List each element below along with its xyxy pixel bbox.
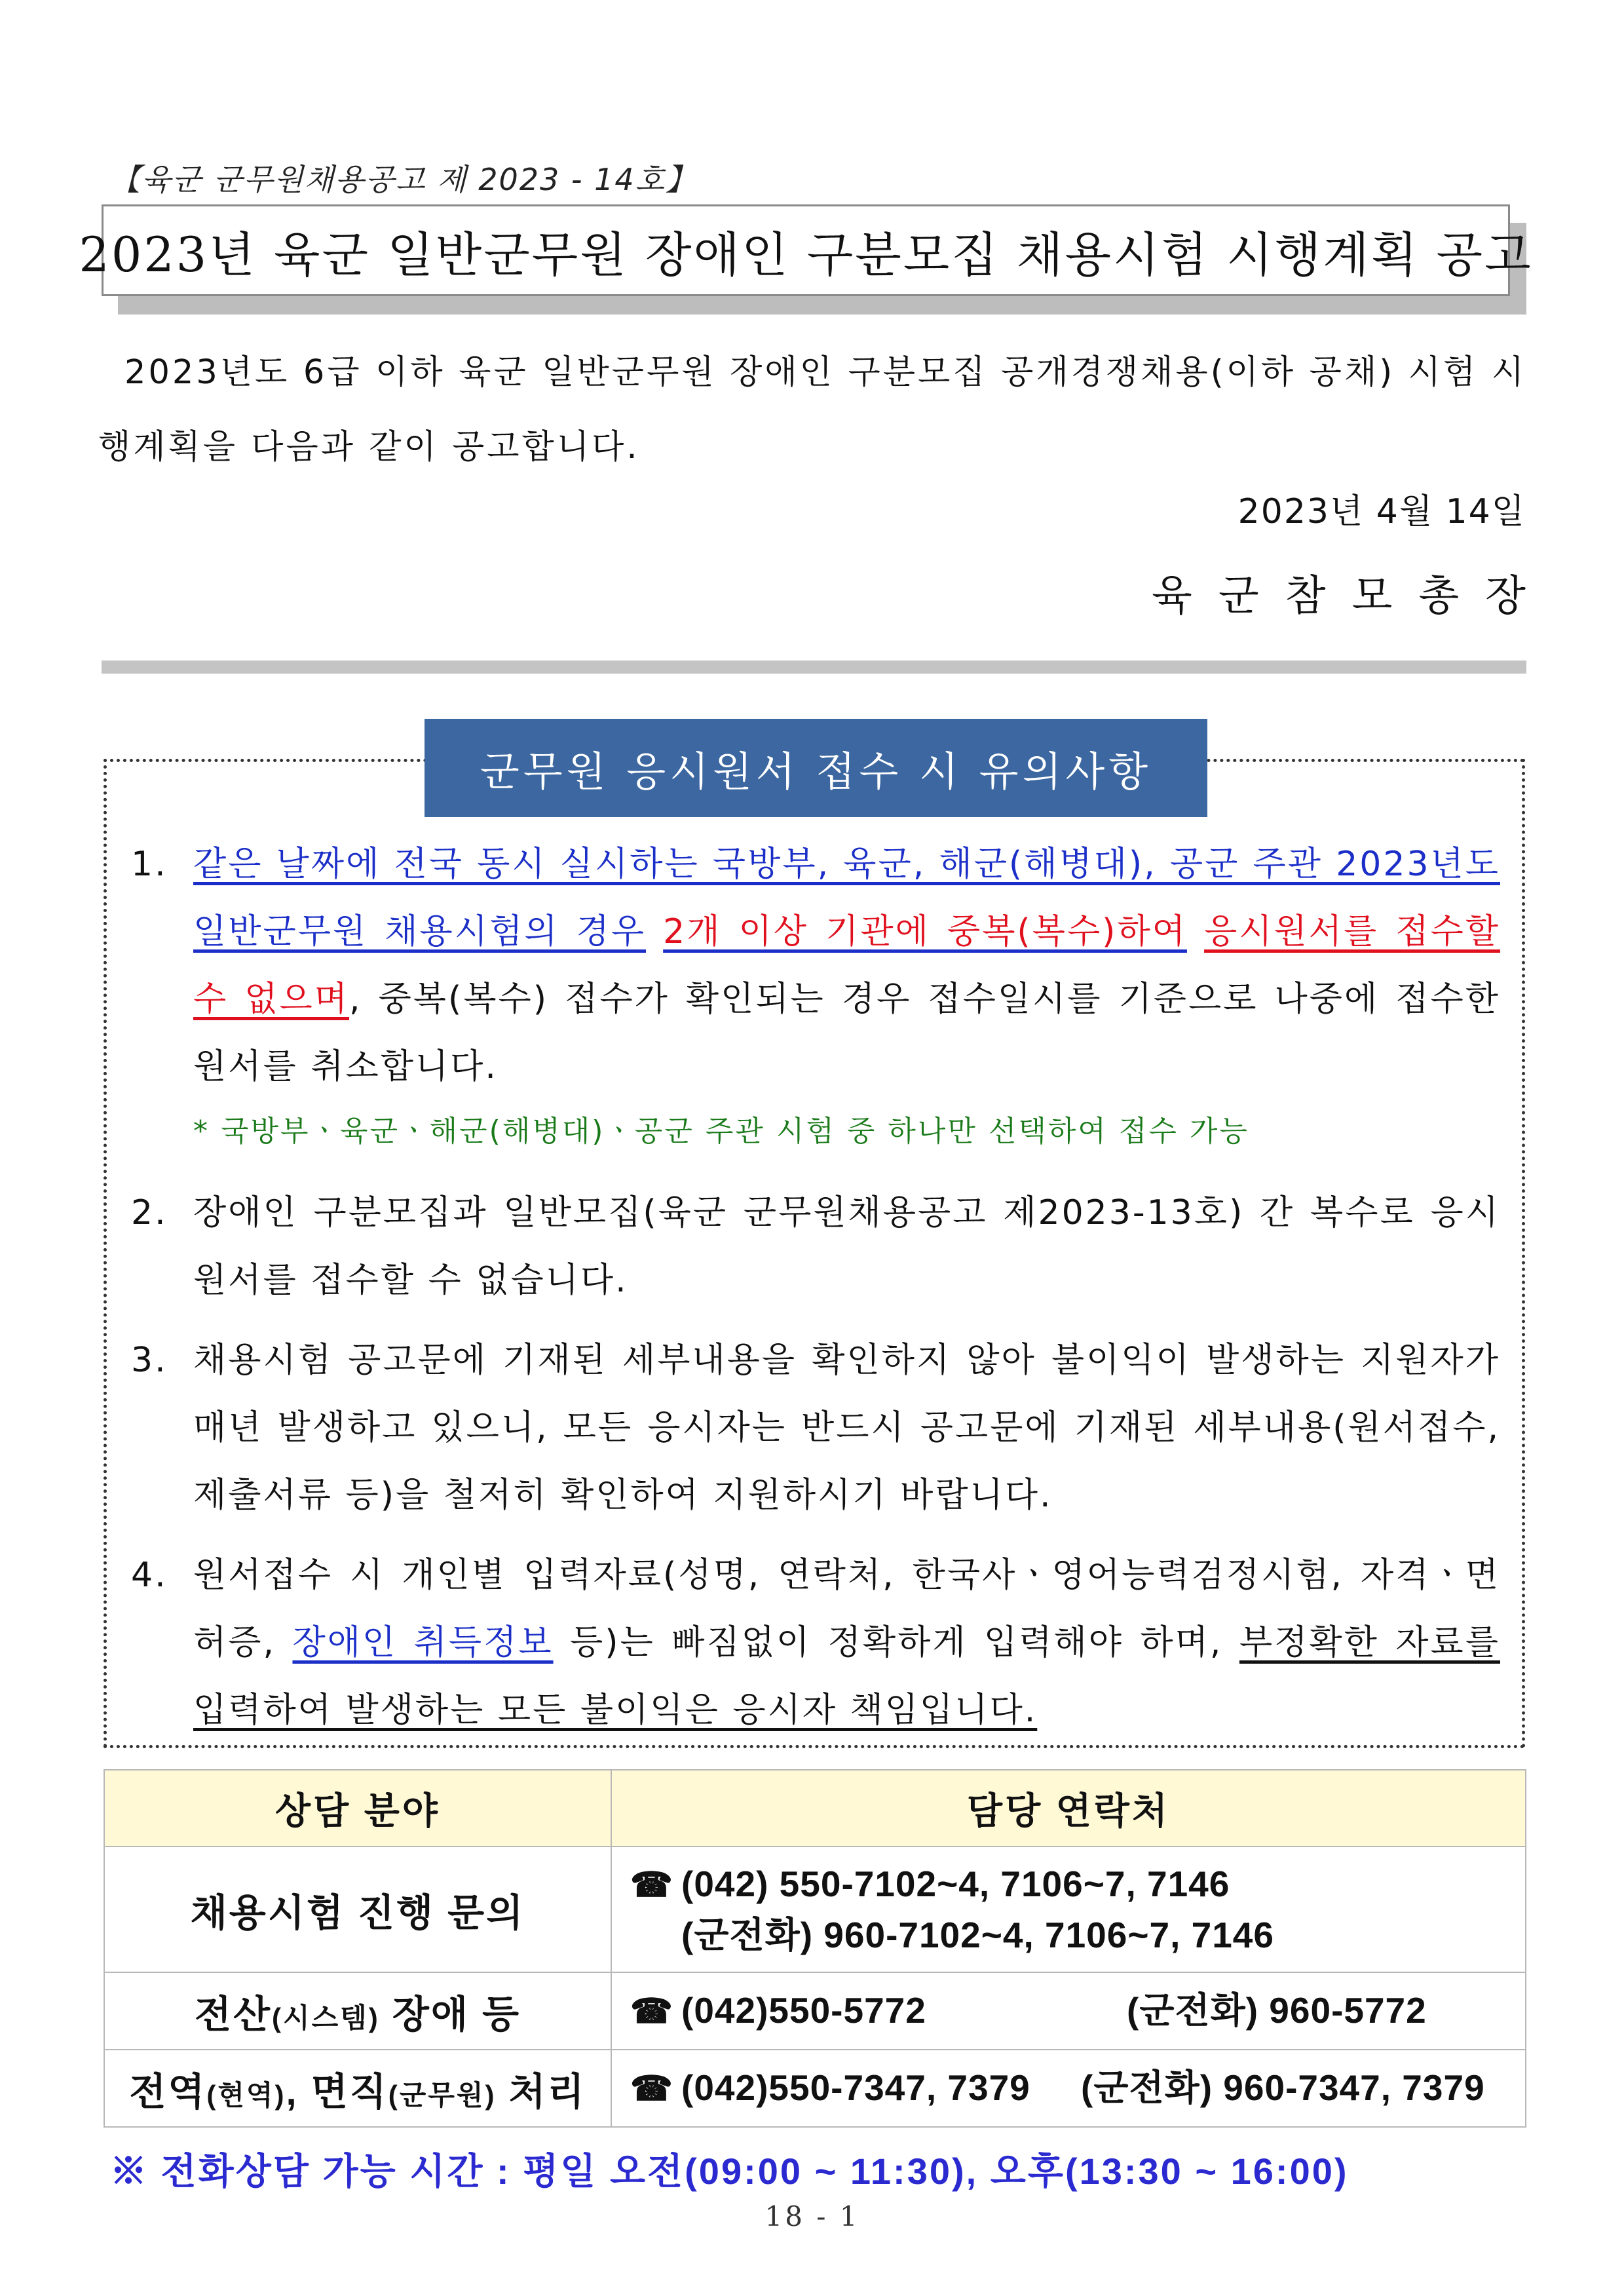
intro-paragraph: 2023년도 6급 이하 육군 일반군무원 장애인 구분모집 공개경쟁채용(이하 공채) 시험 시행계획을 다음과 같이 공고합니다. <box>98 353 1526 467</box>
announcement-date: 2023년 4월 14일 <box>1237 492 1526 531</box>
phone-icon: ☎ <box>630 1866 673 1904</box>
item-number: 2. <box>131 1193 168 1233</box>
field-tail-text: 장애 등 <box>379 1993 521 2036</box>
header-field: 상담 분야 <box>104 1770 611 1846</box>
caution-item-3 <box>131 1327 1500 1529</box>
field-small-text: (시스템) <box>272 2002 380 2033</box>
item-number: 1. <box>131 845 168 884</box>
table-header-row <box>104 1770 1526 1846</box>
cautions-heading: 군무원 응시원서 접수 시 유의사항 <box>425 719 1207 817</box>
field-text-b: , 면직 <box>286 2071 388 2113</box>
phone-line-2: (군전화) 960-7102~4, 7106~7, 7146 <box>681 1915 1274 1955</box>
field-tail-text: 처리 <box>496 2071 586 2113</box>
row-contact <box>611 2050 1526 2127</box>
phone-number: (042)550-7347, 7379 <box>681 2067 1030 2108</box>
contacts-table <box>104 1769 1526 2128</box>
row-contact <box>611 1846 1526 1972</box>
item4-blue-text: 장애인 취득정보 <box>292 1623 554 1662</box>
table-row <box>104 2050 1526 2127</box>
item4-underlined-text: 부정확한 자료를 입력하여 발생하는 모든 불이익은 응시자 책임입니다. <box>193 1623 1500 1730</box>
signer: 육군참모총장 <box>1152 572 1552 621</box>
military-number: (군전화) 960-7347, 7379 <box>1081 2067 1485 2108</box>
item2-text: 장애인 구분모집과 일반모집(육군 군무원채용공고 제2023-13호) 간 복수로 응시원서를 접수할 수 없습니다. <box>193 1193 1500 1300</box>
item4-text-a: 원서접수 시 개인별 입력자료(성명, 연락처, 한국사ㆍ영어능력검정시험, 자격ㆍ면허증, <box>193 1556 1500 1662</box>
item1-blue-text: 같은 날짜에 전국 동시 실시하는 국방부, 육군, 해군(해병대), 공군 주관 2023년도 일반군무원 채용시험의 경우 <box>193 845 1500 951</box>
item3-text: 채용시험 공고문에 기재된 세부내용을 확인하지 않아 불이익이 발생하는 지원자가 매년 발생하고 있으니, 모든 응시자는 반드시 공고문에 기재된 세부내용(원서접수, 제출서류 등)을 철저히 확인하여 지원하시기 바랍니다. <box>193 1341 1500 1515</box>
table-row <box>104 1972 1526 2050</box>
phone-hours-note: ※ 전화상담 가능 시간 : 평일 오전(09:00 ~ 11:30), 오후(13:30 ~ 16:00) <box>110 2151 1349 2192</box>
row-field: 채용시험 진행 문의 <box>104 1846 611 1972</box>
field-small-text: (현역) <box>206 2080 286 2111</box>
table-row <box>104 1846 1526 1972</box>
item-number: 4. <box>131 1556 168 1595</box>
row-field <box>104 1972 611 2050</box>
item-number: 3. <box>131 1341 168 1380</box>
field-text: 전산 <box>194 1993 273 2036</box>
caution-note: * 국방부ㆍ육군ㆍ해군(해병대)ㆍ공군 주관 시험 중 하나만 선택하여 접수 가능 <box>193 1115 1249 1148</box>
row-contact <box>611 1972 1526 2050</box>
item4-text-b: 등)는 빠짐없이 정확하게 입력해야 하며, <box>553 1623 1239 1662</box>
item1-red-text-2: 응시원서를 접수할 수 없으며 <box>193 912 1501 1019</box>
document-title: 2023년 육군 일반군무원 장애인 구분모집 채용시험 시행계획 공고 <box>102 204 1510 296</box>
page-number: 18 - 1 <box>765 2200 860 2232</box>
item1-rest-text: , 중복(복수) 접수가 확인되는 경우 접수일시를 기준으로 나중에 접수한 원서를 취소합니다. <box>193 980 1500 1086</box>
field-text: 전역 <box>129 2071 207 2113</box>
row-field <box>104 2050 611 2127</box>
item1-red-text: 2개 이상 기관에 중복(복수)하여 <box>663 912 1187 951</box>
divider-bar <box>102 660 1526 674</box>
caution-item-1 <box>131 831 1500 1101</box>
caution-item-4 <box>131 1542 1500 1744</box>
military-number: (군전화) 960-5772 <box>1127 1990 1427 2031</box>
phone-icon: ☎ <box>630 1993 673 2031</box>
phone-number: (042)550-5772 <box>681 1990 926 2031</box>
notice-number: 【육군 군무원채용공고 제 2023 - 14호】 <box>110 162 698 197</box>
phone-line-1: (042) 550-7102~4, 7106~7, 7146 <box>681 1864 1230 1904</box>
phone-icon: ☎ <box>630 2070 673 2108</box>
caution-item-2 <box>131 1179 1500 1314</box>
field-small-text-b: (군무원) <box>388 2080 497 2111</box>
header-contact: 담당 연락처 <box>611 1770 1526 1846</box>
